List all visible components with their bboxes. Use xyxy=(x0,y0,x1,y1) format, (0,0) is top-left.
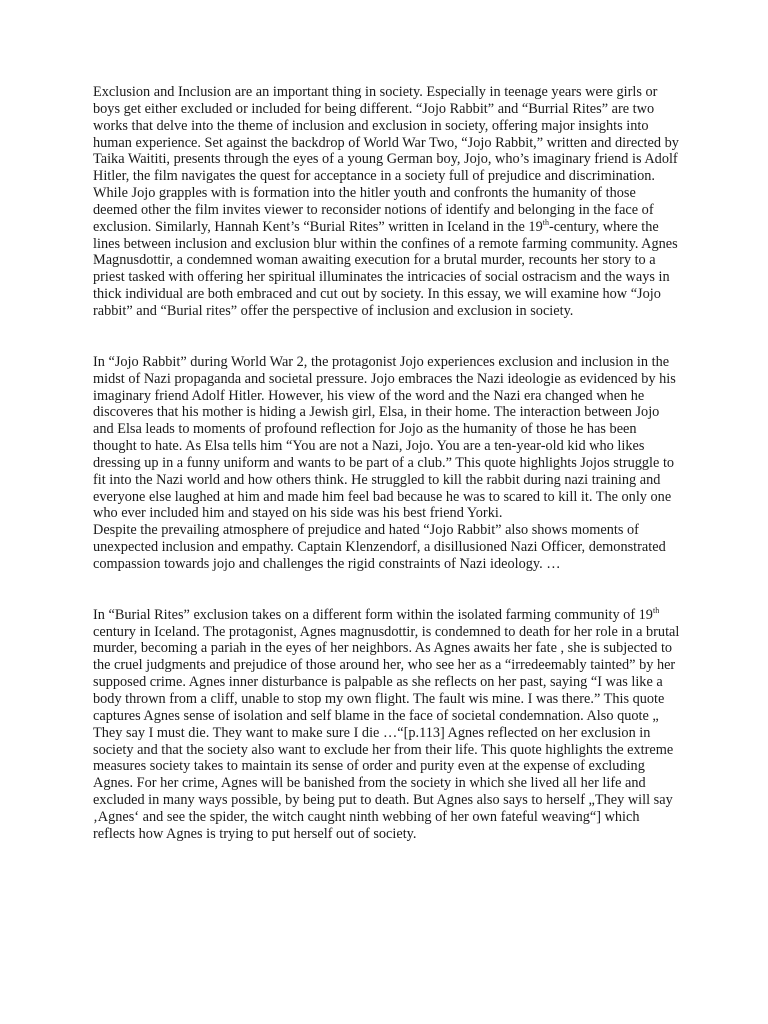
jojo-2-text: Despite the prevailing atmosphere of prejudice and hated “Jojo Rabbit” also shows moments of unexpected inclusion and empathy. Captain Klenzendorf, a disillusioned Nazi Officer, demonstrated compassion towards jojo and challenges the rigid constraints of Nazi ideology. … xyxy=(93,522,666,572)
paragraph-spacer xyxy=(93,573,683,607)
document-page xyxy=(93,84,683,843)
paragraph-intro xyxy=(93,84,683,320)
intro-superscript: th xyxy=(542,217,549,227)
paragraph-burial xyxy=(93,607,683,843)
paragraph-spacer xyxy=(93,320,683,354)
burial-superscript: th xyxy=(652,606,660,616)
paragraph-jojo-1 xyxy=(93,354,683,522)
burial-text-2: century in Iceland. The protagonist, Agnes magnusdottir, is condemned to death for her role in a brutal murder, becoming a pariah in the eyes of her neighbors. As Agnes awaits her fate , she is subjected to the cruel judgments and prejudice of those around her, who see her as a “irredeemably tainted” by her supposed crime. Agnes inner disturbance is palpable as she reflects on her past, saying “I was like a body thrown from a cliff, unable to stop my own flight. The fault wis mine. I was there.” This quote captures Agnes sense of isolation and self blame in the face of societal condemnation. Also quote „ They say I must die. They want to make sure I die …“[p.113] Agnes reflected on her exclusion in society and that the society also want to exclude her from their life. This quote highlights the extreme measures society takes to maintain its sense of order and purity even at the expense of excluding Agnes. For her crime, Agnes will be banished from the society in which she lived all her life and excluded in many ways possible, by being put to death. But Agnes also says to herself „They will say ‚Agnes‘ and see the spider, the witch caught ninth webbing of her own fateful weaving“] which reflects how Agnes is trying to put herself out of society. xyxy=(93,623,680,842)
paragraph-jojo-2 xyxy=(93,522,683,573)
intro-text-1: Exclusion and Inclusion are an important thing in society. Especially in teenage years were girls or boys get either excluded or included for being different. “Jojo Rabbit” and “Burrial Rites” are two works that delve into the theme of inclusion and exclusion in society, offering major insights into human experience. Set against the backdrop of World War Two, “Jojo Rabbit,” written and directed by Taika Waititi, presents through the eyes of a young German boy, Jojo, who’s imaginary friend is Adolf Hitler, the film navigates the quest for acceptance in a society full of prejudice and discrimination. While Jojo grapples with is formation into the hitler youth and confronts the humanity of those deemed other the film invites viewer to reconsider notions of identify and belonging in the face of exclusion. Similarly, Hannah Kent’s “Burial Rites” written in Iceland in the 19 xyxy=(93,84,679,235)
burial-text-1: In “Burial Rites” exclusion takes on a different form within the isolated farming community of 19 xyxy=(93,606,653,623)
jojo-1-text: In “Jojo Rabbit” during World War 2, the protagonist Jojo experiences exclusion and inclusion in the midst of Nazi propaganda and societal pressure. Jojo embraces the Nazi ideologie as evidenced by his imaginary friend Adolf Hitler. However, his view of the word and the Nazi era changed when he discoveres that his mother is hiding a Jewish girl, Elsa, in their home. The interaction between Jojo and Elsa leads to moments of profound reflection for Jojo as the humanity of those he has been thought to hate. As Elsa tells him “You are not a Nazi, Jojo. You are a ten-year-old kid who likes dressing up in a funny uniform and wants to be part of a club.” This quote highlights Jojos struggle to fit into the Nazi world and how others think. He struggled to kill the rabbit during nazi training and everyone else laughed at him and made him feel bad because he was to scared to kill it. The only one who ever included him and stayed on his side was his best friend Yorki. xyxy=(93,353,676,522)
intro-text-2: -century, where the lines between inclusion and exclusion blur within the confines of a remote farming community. Agnes Magnusdottir, a condemned woman awaiting execution for a brutal murder, recounts her story to a priest tasked with offering her spiritual illuminates the intricacies of social ostracism and the ways in thick individual are both embraced and cut out by society. In this essay, we will examine how “Jojo rabbit” and “Burial rites” offer the perspective of inclusion and exclusion in society. xyxy=(93,218,678,319)
